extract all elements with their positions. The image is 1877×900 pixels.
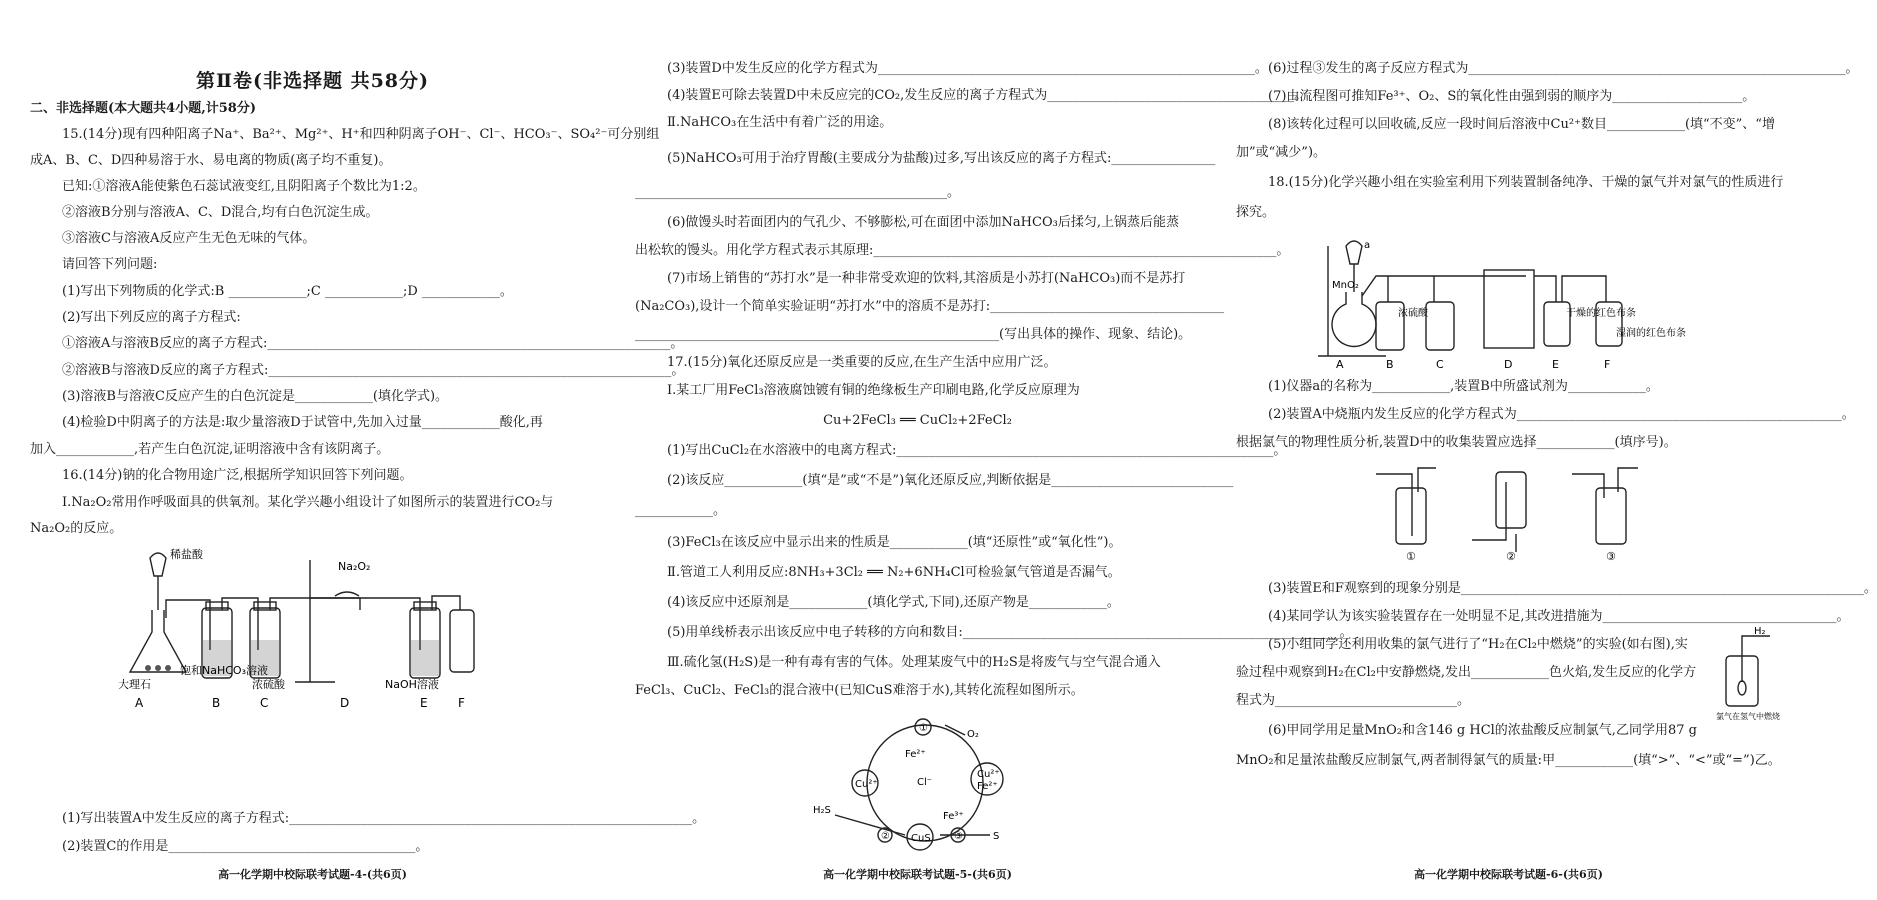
question-15-4: (4)检验D中阴离子的方法是:取少量溶液D于试管中,先加入过量____________酸化,再 — [62, 415, 543, 430]
text-line: ________________________________________________________(写出具体的操作、现象、结论)。 — [635, 327, 1192, 342]
section-iii: Ⅲ.硫化氢(H₂S)是一种有毒有害的气体。处理某废气中的H₂S是将废气与空气混合通入 — [667, 655, 1161, 670]
h2-combustion-figure — [1716, 626, 1781, 722]
label-conc-h2so4-c: 浓硫酸 — [1398, 308, 1428, 319]
question-18-1: (1)仪器a的名称为____________,装置B中所盛试剂为____________。 — [1268, 379, 1659, 394]
label-h2-burning: 氯气在氢气中燃烧 — [1716, 712, 1780, 721]
letter-c: C — [1436, 358, 1444, 371]
text-line: 验过程中观察到H₂在Cl₂中安静燃烧,发出____________色火焰,发生反应的化学方 — [1236, 665, 1697, 680]
question-16-4: (4)装置E可除去装置D中未反应完的CO₂,发生反应的离子方程式为______________________________________。 — [667, 88, 1308, 103]
question-18-4: (4)某同学认为该实验装置存在一处明显不足,其改进措施为____________________________________。 — [1268, 609, 1850, 624]
label-cl: Cl⁻ — [917, 777, 933, 788]
question-16-6: (6)做馒头时若面团内的气孔少、不够膨松,可在面团中添加NaHCO₃后揉匀,上锅蒸后能蒸 — [667, 215, 1179, 230]
question-17-stem: 17.(15分)氧化还原反应是一类重要的反应,在生产生活中应用广泛。 — [667, 355, 1057, 370]
question-15-stem: 15.(14分)现有四种阳离子Na⁺、Ba²⁺、Mg²⁺、H⁺和四种阴离子OH⁻、Cl⁻、HCO₃⁻、SO₄²⁻可分别组 — [62, 127, 660, 142]
letter-b: B — [212, 696, 221, 710]
apparatus-letters — [110, 694, 530, 712]
question-17-5: (5)用单线桥表示出该反应中电子转移的方向和数目:__________________________________________________________。 — [667, 625, 1353, 640]
text-line: ③溶液C与溶液A反应产生无色无味的气体。 — [62, 231, 316, 246]
text-line: 加”或“减少”)。 — [1236, 145, 1327, 160]
label-cu2-left: Cu²⁺ — [855, 779, 878, 790]
question-16-stem: 16.(14分)钠的化合物用途广泛,根据所学知识回答下列问题。 — [62, 468, 413, 483]
question-17-8: (8)该转化过程可以回收硫,反应一段时间后溶液中Cu²⁺数目____________(填“不变”、“增 — [1268, 117, 1775, 132]
text-line: 根据氯气的物理性质分析,装置D中的收集装置应选择____________(填序号)。 — [1236, 435, 1677, 450]
question-17-6: (6)过程③发生的离子反应方程式为__________________________________________________________。 — [1268, 61, 1859, 76]
reaction-equation: Cu+2FeCl₃ ══ CuCl₂+2FeCl₂ — [823, 413, 1012, 428]
page-footer: 高一化学期中校际联考试题-5-(共6页) — [823, 868, 1012, 881]
chlorine-apparatus-figure — [1316, 236, 1696, 371]
label-conc-h2so4: 浓硫酸 — [252, 678, 285, 691]
option-2: ② — [1506, 550, 1516, 563]
question-16-5: (5)NaHCO₃可用于治疗胃酸(主要成分为盐酸)过多,写出该反应的离子方程式:________________ — [667, 151, 1216, 166]
answer-line: ____________。 — [635, 503, 727, 518]
text-line: 加入____________,若产生白色沉淀,证明溶液中含有该阴离子。 — [30, 442, 390, 457]
label-mno2: MnO₂ — [1332, 280, 1359, 291]
co2-apparatus-figure — [110, 540, 530, 690]
letter-f: F — [1604, 358, 1611, 371]
question-15-1: (1)写出下列物质的化学式:B ____________;C ____________;D ____________。 — [62, 284, 513, 299]
label-marble: 大理石 — [118, 678, 151, 691]
letter-d: D — [1504, 358, 1513, 371]
label-dilute-hcl: 稀盐酸 — [170, 548, 203, 561]
letter-c: C — [260, 696, 269, 710]
text-line: 程式为____________________________。 — [1236, 693, 1471, 708]
text-line: 出松软的馒头。用化学方程式表示其原理:______________________________________________________________。 — [635, 243, 1290, 258]
letter-d: D — [340, 696, 350, 710]
text-line: Na₂O₂的反应。 — [30, 521, 123, 536]
section-ii: Ⅱ.NaHCO₃在生活中有着广泛的用途。 — [667, 115, 893, 130]
collection-options-figure — [1376, 462, 1676, 562]
option-1: ① — [1406, 550, 1416, 563]
letter-a: A — [1336, 358, 1344, 371]
label-dry-cloth: 干燥的红色布条 — [1566, 308, 1636, 319]
label-na2o2: Na₂O₂ — [338, 560, 371, 573]
question-18-stem: 18.(15分)化学兴趣小组在实验室利用下列装置制备纯净、干燥的氯气并对氯气的性质进行 — [1268, 175, 1784, 190]
question-18-2: (2)装置A中烧瓶内发生反应的化学方程式为__________________________________________________。 — [1268, 407, 1855, 422]
label-h2s: H₂S — [813, 805, 831, 816]
letter-e: E — [1552, 358, 1559, 371]
question-17-4: (4)该反应中还原剂是____________(填化学式,下同),还原产物是____________。 — [667, 595, 1120, 610]
page-footer: 高一化学期中校际联考试题-6-(共6页) — [1414, 868, 1603, 881]
section-heading: 二、非选择题(本大题共4小题,计58分) — [30, 101, 256, 116]
text-line: 已知:①溶液A能使紫色石蕊试液变红,且阴阳离子个数比为1:2。 — [62, 179, 426, 194]
question-17-1: (1)写出CuCl₂在水溶液中的电离方程式:__________________________________________________________。 — [667, 443, 1287, 458]
text-line: FeCl₃、CuCl₂、FeCl₃的混合液中(已知CuS难溶于水),其转化流程如图所示。 — [635, 683, 1084, 698]
section-i: Ⅰ.某工厂用FeCl₃溶液腐蚀镀有铜的绝缘板生产印刷电路,化学反应原理为 — [667, 383, 1080, 398]
letter-a: A — [135, 696, 144, 710]
label-naoh: NaOH溶液 — [385, 678, 439, 691]
letter-f: F — [458, 696, 465, 710]
question-18-5: (5)小组同学还利用收集的氯气进行了“H₂在Cl₂中燃烧”的实验(如右图),实 — [1268, 637, 1688, 652]
question-16-2: (2)装置C的作用是______________________________________。 — [62, 839, 429, 854]
step-2-label: ② — [881, 831, 890, 842]
question-17-7: (7)由流程图可推知Fe³⁺、O₂、S的氧化性由强到弱的顺序为____________________。 — [1268, 89, 1756, 104]
text-line: Ⅰ.Na₂O₂常用作呼吸面具的供氧剂。某化学兴趣小组设计了如图所示的装置进行CO₂与 — [62, 495, 554, 510]
text-line: 请回答下列问题: — [62, 257, 158, 272]
label-wet-cloth: 湿润的红色布条 — [1616, 328, 1686, 339]
label-a: a — [1364, 240, 1371, 251]
label-cus: CuS — [911, 833, 931, 844]
page-6 — [1236, 0, 1877, 900]
label-fe3: Fe³⁺ — [943, 811, 964, 822]
label-cu2-right: Cu²⁺ — [977, 769, 1000, 780]
question-15-2b: ②溶液B与溶液D反应的离子方程式:______________________________________________________________。 — [62, 363, 685, 378]
letter-b: B — [1386, 358, 1394, 371]
page-4 — [30, 0, 706, 900]
section-ii-nh3: Ⅱ.管道工人利用反应:8NH₃+3Cl₂ ══ N₂+6NH₄Cl可检验氯气管道是否漏气。 — [667, 565, 1121, 580]
letter-e: E — [420, 696, 428, 710]
section-title: 第Ⅱ卷(非选择题 共58分) — [195, 70, 430, 92]
text-line: ②溶液B分别与溶液A、C、D混合,均有白色沉淀生成。 — [62, 205, 379, 220]
question-17-3: (3)FeCl₃在该反应中显示出来的性质是____________(填“还原性”或“氧化性”)。 — [667, 535, 1122, 550]
step-3-label: ③ — [954, 831, 963, 842]
answer-line: ________________________________________________。 — [635, 185, 960, 200]
label-fe2-right: Fe²⁺ — [977, 781, 998, 792]
question-18-3: (3)装置E和F观察到的现象分别是______________________________________________________________。 — [1268, 581, 1877, 596]
question-15-2: (2)写出下列反应的离子方程式: — [62, 310, 241, 325]
option-3: ③ — [1606, 550, 1616, 563]
label-o2: O₂ — [967, 729, 979, 740]
h2s-cycle-figure — [805, 715, 1045, 855]
text-line: (Na₂CO₃),设计一个简单实验证明“苏打水”中的溶质不是苏打:____________________________________ — [635, 299, 1225, 314]
question-15-3: (3)溶液B与溶液C反应产生的白色沉淀是____________(填化学式)。 — [62, 389, 449, 404]
text-line: MnO₂和足量浓盐酸反应制氯气,两者制得氯气的质量:甲____________(填“>”、“<”或“=”)乙。 — [1236, 753, 1781, 768]
question-17-2: (2)该反应____________(填“是”或“不是”)氧化还原反应,判断依据是____________________________ — [667, 473, 1234, 488]
step-1-label: ① — [919, 723, 928, 734]
question-16-7: (7)市场上销售的“苏打水”是一种非常受欢迎的饮料,其溶质是小苏打(NaHCO₃)而不是苏打 — [667, 271, 1186, 286]
question-18-6: (6)甲同学用足量MnO₂和含146 g HCl的浓盐酸反应制氯气,乙同学用87 g — [1268, 723, 1697, 738]
question-16-1: (1)写出装置A中发生反应的离子方程式:______________________________________________________________。 — [62, 811, 706, 826]
label-s: S — [993, 831, 1000, 842]
label-nahco3: 饱和NaHCO₃溶液 — [180, 664, 268, 677]
page-footer: 高一化学期中校际联考试题-4-(共6页) — [218, 868, 407, 881]
label-fe2-top: Fe²⁺ — [905, 749, 926, 760]
text-line: 成A、B、C、D四种易溶于水、易电离的物质(离子均不重复)。 — [30, 153, 392, 168]
question-15-2a: ①溶液A与溶液B反应的离子方程式:______________________________________________________________。 — [62, 336, 684, 351]
text-line: 探究。 — [1236, 205, 1276, 220]
label-h2: H₂ — [1754, 626, 1766, 637]
question-16-3: (3)装置D中发生反应的化学方程式为__________________________________________________________。 — [667, 61, 1268, 76]
